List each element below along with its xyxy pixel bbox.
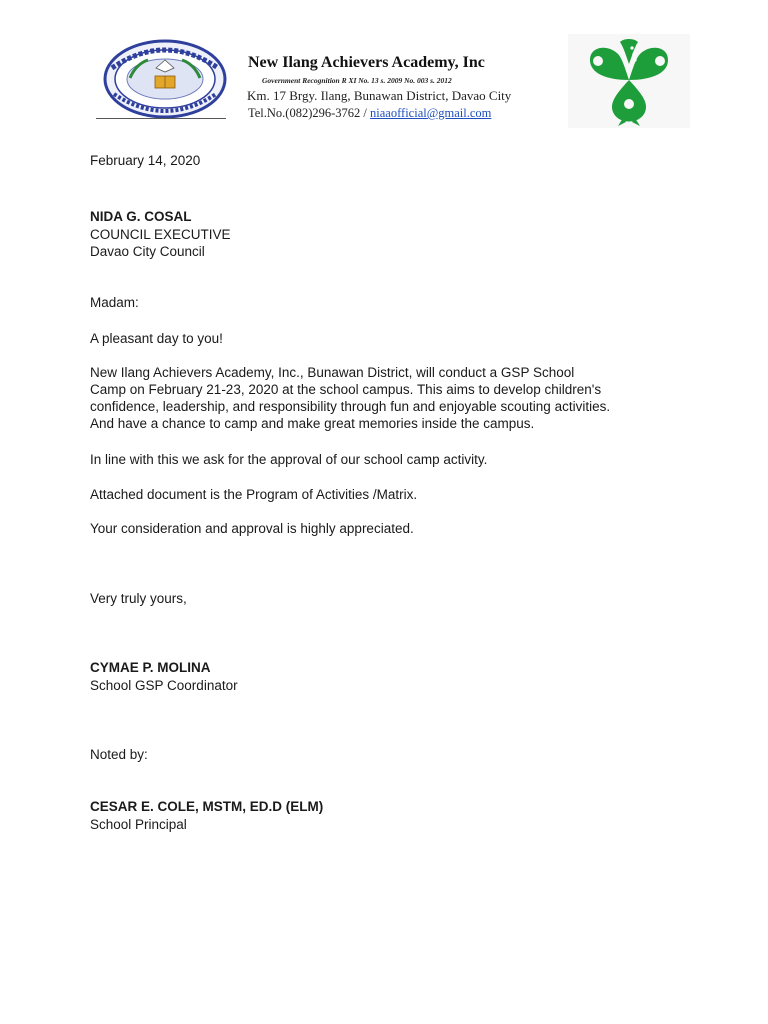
- closing: Very truly yours,: [90, 591, 187, 606]
- paragraph-approval-request: In line with this we ask for the approval of our school camp activity.: [90, 452, 488, 467]
- gsp-trefoil-emblem: [568, 34, 690, 128]
- seal-underline: [96, 118, 226, 119]
- salutation: Madam:: [90, 295, 139, 310]
- recipient-organization: Davao City Council: [90, 244, 205, 259]
- paragraph-attachment: Attached document is the Program of Activities /Matrix.: [90, 487, 418, 502]
- noter-name: CESAR E. COLE, MSTM, ED.D (ELM): [90, 799, 324, 814]
- telephone-number: Tel.No.(082)296-3762 /: [248, 106, 371, 120]
- noter-title: School Principal: [90, 817, 187, 832]
- school-address: Km. 17 Brgy. Ilang, Bunawan District, Davao City: [247, 88, 512, 103]
- signatory-title: School GSP Coordinator: [90, 678, 238, 693]
- recipient-name: NIDA G. COSAL: [90, 209, 192, 224]
- letter-date: February 14, 2020: [90, 153, 201, 168]
- paragraph-line: And have a chance to camp and make great memories inside the campus.: [90, 416, 535, 431]
- recipient-title: COUNCIL EXECUTIVE: [90, 227, 231, 242]
- school-contact: [248, 106, 491, 121]
- school-seal-logo: [100, 38, 230, 120]
- email-link[interactable]: niaaofficial@gmail.com: [370, 106, 492, 120]
- greeting: A pleasant day to you!: [90, 331, 223, 346]
- paragraph-camp-announcement: [90, 364, 680, 432]
- paragraph-appreciation: Your consideration and approval is highly appreciated.: [90, 521, 414, 536]
- noted-by-label: Noted by:: [90, 747, 148, 762]
- paragraph-line: New Ilang Achievers Academy, Inc., Bunawan District, will conduct a GSP School: [90, 365, 575, 380]
- school-name: New Ilang Achievers Academy, Inc: [248, 54, 485, 71]
- signatory-name: CYMAE P. MOLINA: [90, 660, 211, 675]
- paragraph-line: confidence, leadership, and responsibility through fun and enjoyable scouting activities.: [90, 399, 611, 414]
- paragraph-line: Camp on February 21-23, 2020 at the school campus. This aims to develop children's: [90, 382, 602, 397]
- government-recognition: Government Recognition R XI No. 13 s. 2009 No. 003 s. 2012: [262, 76, 452, 85]
- letterhead: [0, 0, 768, 140]
